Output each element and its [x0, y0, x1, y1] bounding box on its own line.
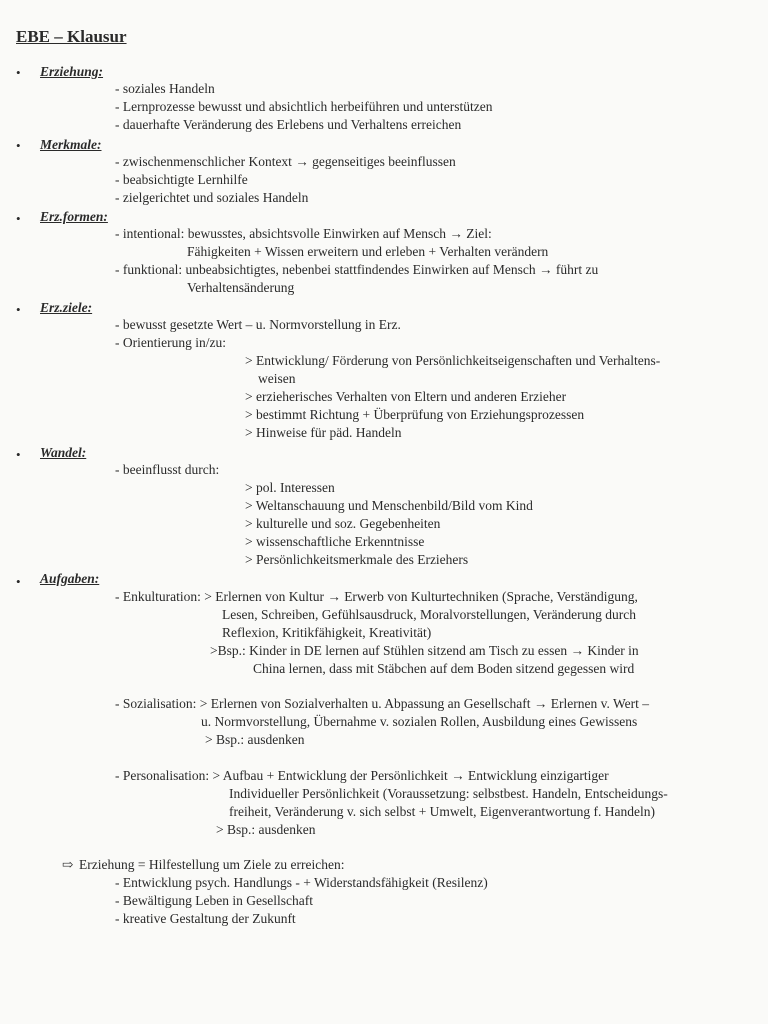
text-line: > Hinweise für päd. Handeln	[245, 425, 402, 440]
text-line: u. Normvorstellung, Übernahme v. sozialen Rollen, Ausbildung eines Gewissens	[201, 714, 638, 729]
text-line: - Entwicklung psych. Handlungs - + Widerstandsfähigkeit (Resilenz)	[115, 875, 488, 890]
section-heading: Aufgaben:	[40, 571, 100, 586]
section-heading: Merkmale:	[40, 137, 102, 152]
text-line: Fähigkeiten + Wissen erweitern und erleben + Verhalten verändern	[187, 244, 549, 259]
text-line: weisen	[258, 371, 296, 386]
section-heading: Erz.formen:	[40, 209, 108, 224]
text-line: > Weltanschauung und Menschenbild/Bild vom Kind	[245, 498, 533, 513]
text-line: - zwischenmenschlicher Kontext → gegenseitiges beeinflussen	[115, 154, 456, 169]
bullet-icon: •	[16, 65, 21, 80]
text-line: > Entwicklung/ Förderung von Persönlichkeitseigenschaften und Verhaltens-	[245, 353, 661, 368]
text-line: - Enkulturation: > Erlernen von Kultur → Erwerb von Kulturtechniken (Sprache, Verständigung,	[115, 589, 638, 604]
page-title: EBE – Klausur	[16, 27, 127, 46]
text-line: >Bsp.: Kinder in DE lernen auf Stühlen sitzend am Tisch zu essen → Kinder in	[210, 643, 639, 658]
text-line: - beeinflusst durch:	[115, 462, 220, 477]
text-line: > Bsp.: ausdenken	[216, 822, 316, 837]
arrow-icon: ⇨	[62, 857, 74, 872]
bullet-icon: •	[16, 447, 21, 462]
text-line: Reflexion, Kritikfähigkeit, Kreativität)	[222, 625, 432, 640]
text-line: > erzieherisches Verhalten von Eltern und anderen Erzieher	[245, 389, 567, 404]
text-line: - dauerhafte Veränderung des Erlebens und Verhaltens erreichen	[115, 117, 462, 132]
text-line: China lernen, dass mit Stäbchen auf dem Boden sitzend gegessen wird	[253, 661, 635, 676]
text-line: - soziales Handeln	[115, 81, 215, 96]
text-line: > Bsp.: ausdenken	[205, 732, 305, 747]
section-heading: Erz.ziele:	[40, 300, 93, 315]
text-line: > pol. Interessen	[245, 480, 335, 495]
text-line: > kulturelle und soz. Gegebenheiten	[245, 516, 441, 531]
bullet-icon: •	[16, 574, 21, 589]
bullet-icon: •	[16, 138, 21, 153]
bullet-icon: •	[16, 302, 21, 317]
text-line: > bestimmt Richtung + Überprüfung von Erziehungsprozessen	[245, 407, 585, 422]
conclusion-heading: Erziehung = Hilfestellung um Ziele zu erreichen:	[79, 857, 345, 872]
text-line: - Bewältigung Leben in Gesellschaft	[115, 893, 313, 908]
text-line: Individueller Persönlichkeit (Voraussetzung: selbstbest. Handeln, Entscheidungs-	[229, 786, 668, 801]
text-line: - beabsichtigte Lernhilfe	[115, 172, 248, 187]
text-line: - Personalisation: > Aufbau + Entwicklung der Persönlichkeit → Entwicklung einzigartiger	[115, 768, 609, 783]
text-line: freiheit, Veränderung v. sich selbst + Umwelt, Eigenverantwortung f. Handeln)	[229, 804, 655, 819]
text-line: Lesen, Schreiben, Gefühlsausdruck, Moralvorstellungen, Veränderung durch	[222, 607, 637, 622]
text-line: - zielgerichtet und soziales Handeln	[115, 190, 309, 205]
bullet-icon: •	[16, 211, 21, 226]
text-line: - bewusst gesetzte Wert – u. Normvorstellung in Erz.	[115, 317, 401, 332]
text-line: - Lernprozesse bewusst und absichtlich herbeiführen und unterstützen	[115, 99, 493, 114]
text-line: > wissenschaftliche Erkenntnisse	[245, 534, 425, 549]
text-line: - Sozialisation: > Erlernen von Sozialverhalten u. Abpassung an Gesellschaft → Erlernen v. Wert –	[115, 696, 650, 711]
section-heading: Erziehung:	[40, 64, 104, 79]
text-line: - kreative Gestaltung der Zukunft	[115, 911, 296, 926]
text-line: - intentional: bewusstes, absichtsvolle Einwirken auf Mensch → Ziel:	[115, 226, 492, 241]
text-line: - Orientierung in/zu:	[115, 335, 226, 350]
text-line: - funktional: unbeabsichtigtes, nebenbei stattfindendes Einwirken auf Mensch → führt zu	[115, 262, 599, 277]
section-heading: Wandel:	[40, 445, 87, 460]
text-line: Verhaltensänderung	[187, 280, 295, 295]
text-line: > Persönlichkeitsmerkmale des Erziehers	[245, 552, 469, 567]
